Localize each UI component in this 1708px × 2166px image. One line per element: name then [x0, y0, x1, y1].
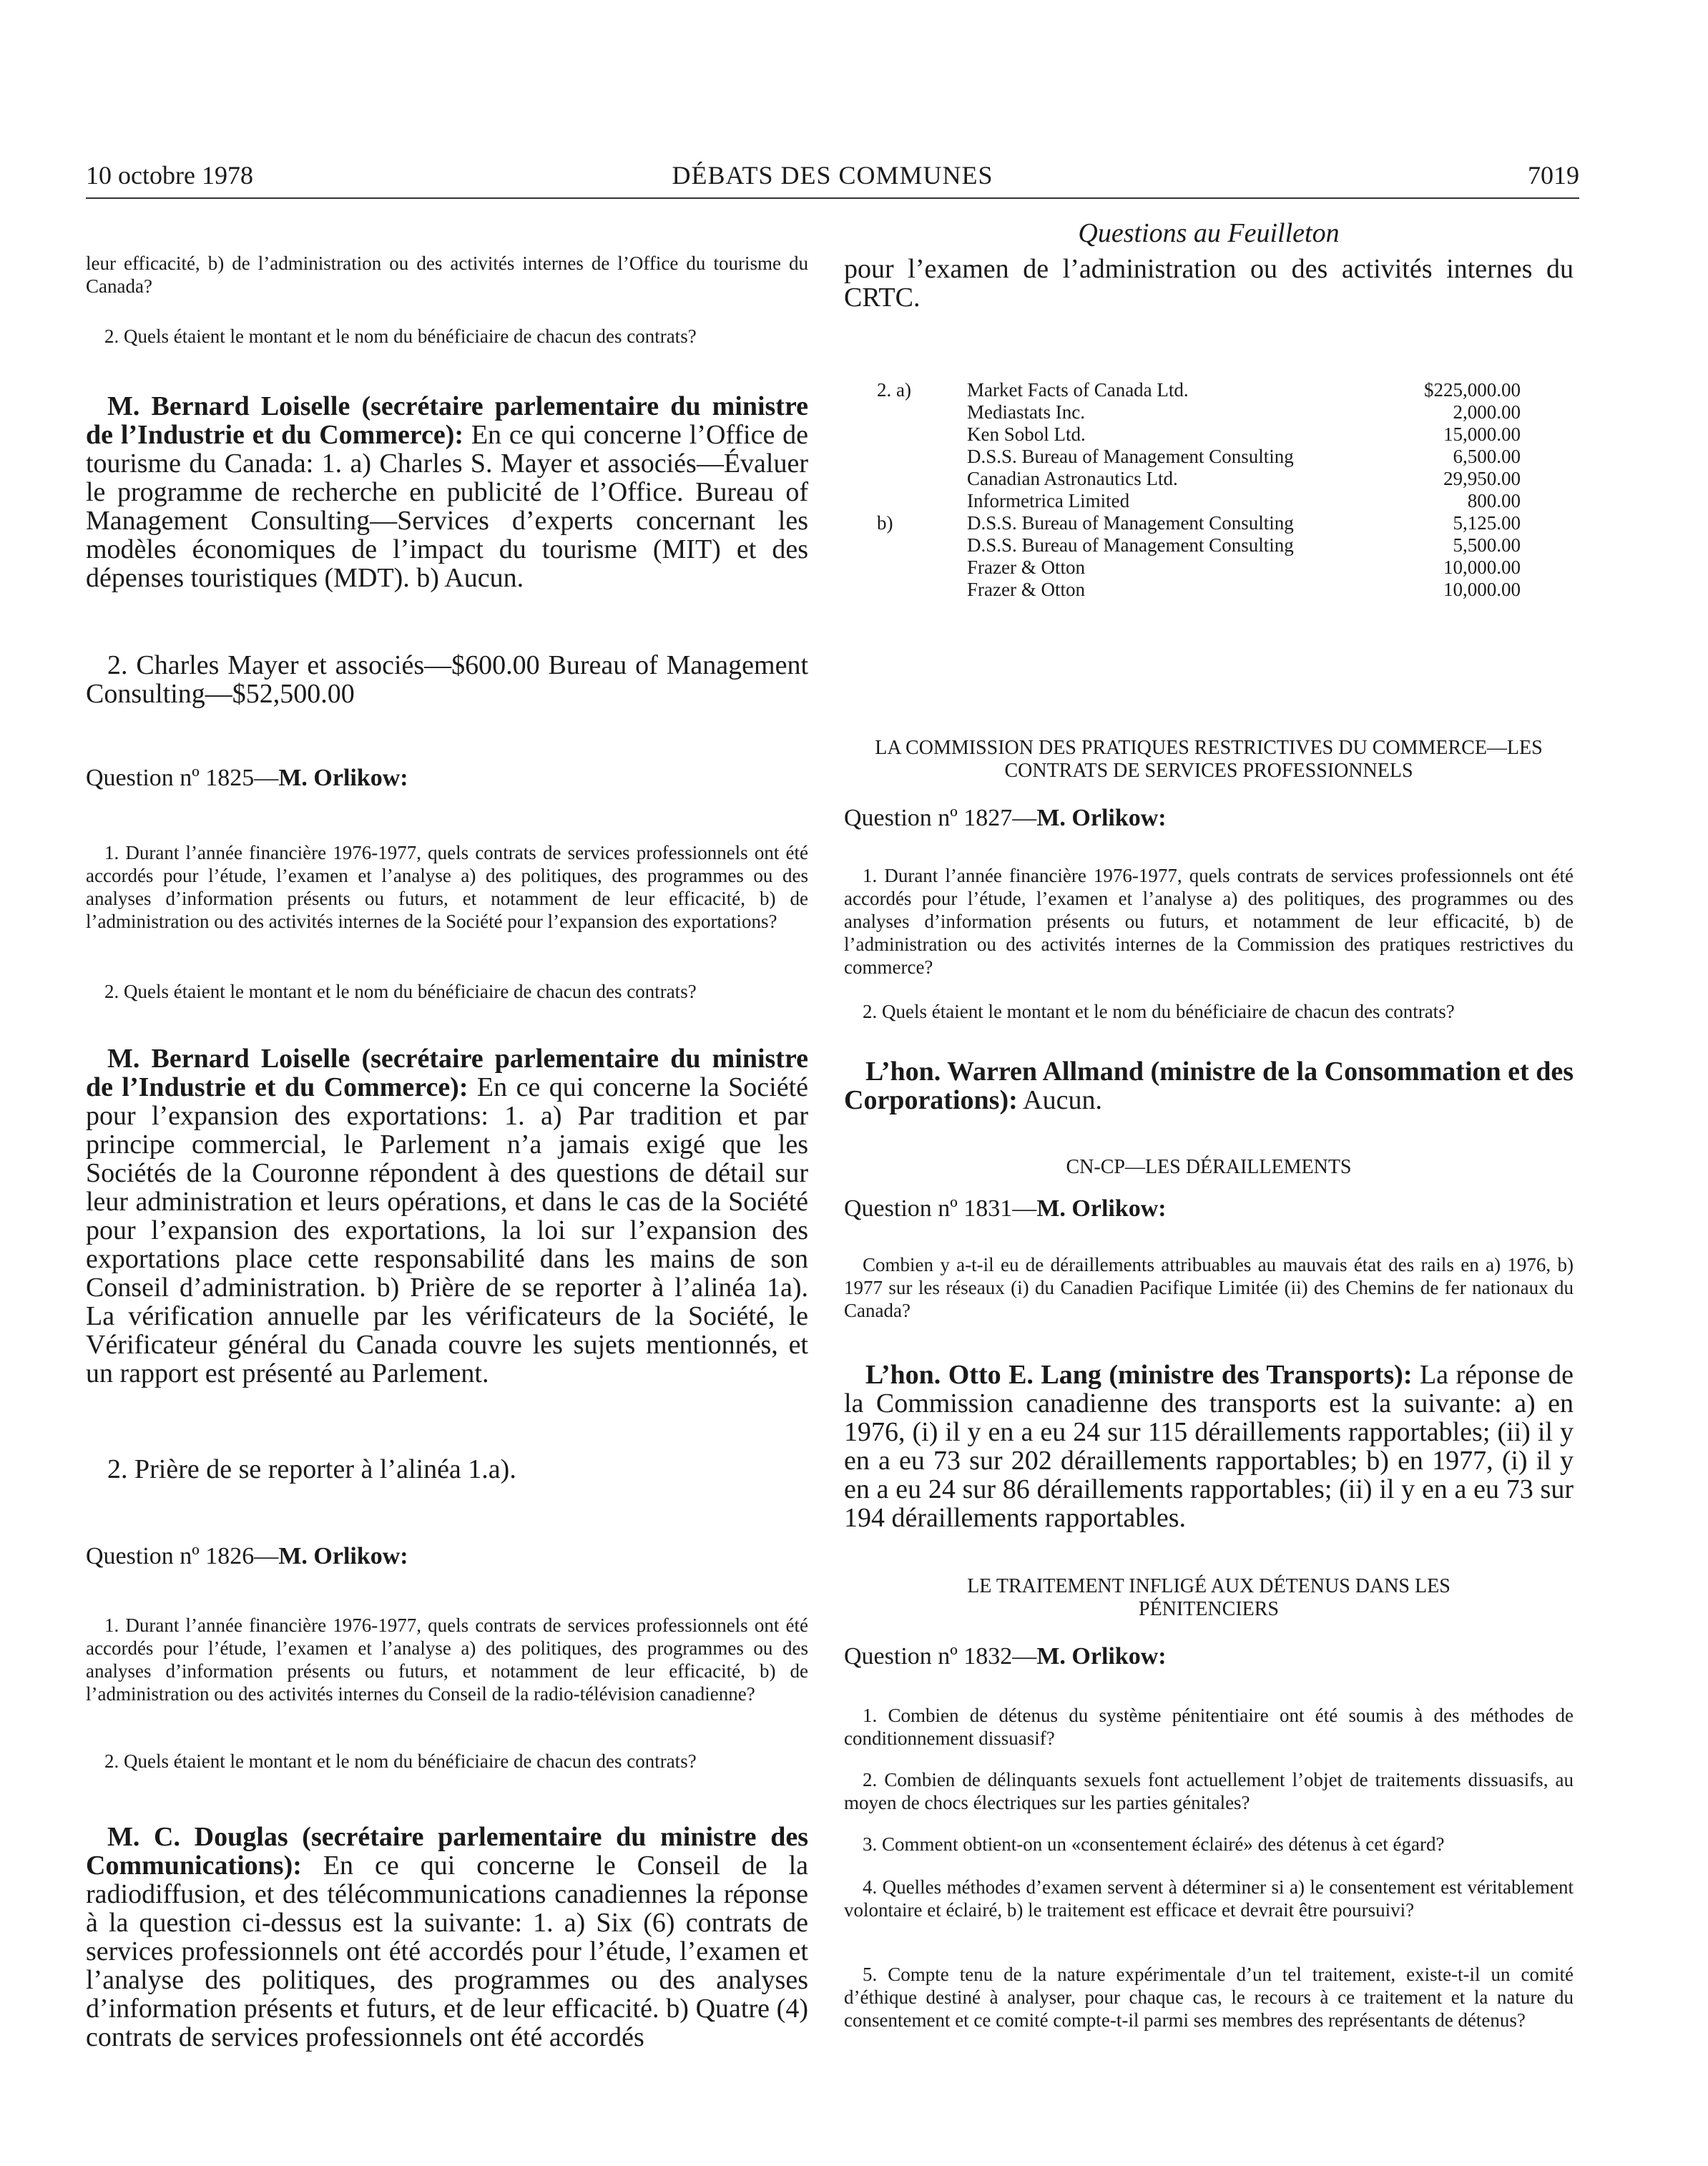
header-date: 10 octobre 1978 — [86, 161, 253, 190]
question-1825-heading — [86, 764, 808, 793]
question-1832-part-5: 5. Compte tenu de la nature expérimentale d’un tel traitement, existe-t-il un comité d’éthique destiné à analyser, pour chaque cas, le recours à ce traitement et la nature du consentement et ce comité compte-t-il parmi ses membres des représentants de détenus? — [844, 1964, 1574, 2031]
contract-amount: $225,000.00 — [1424, 379, 1521, 401]
contract-label — [877, 446, 920, 468]
contract-label — [877, 401, 920, 423]
contract-row — [877, 401, 1521, 423]
spacer — [920, 446, 967, 468]
contractor-name: D.S.S. Bureau of Management Consulting — [967, 512, 1294, 534]
question-part-2: 2. Quels étaient le montant et le nom du bénéficiaire de chacun des contrats? — [104, 325, 697, 347]
contract-row — [877, 557, 1521, 579]
contract-label — [877, 468, 920, 490]
member-name: M. Orlikow: — [1036, 1643, 1167, 1670]
question-1832-part-4: 4. Quelles méthodes d’examen servent à déterminer si a) le consentement est véritablement volontaire et éclairé, b) le traitement est efficace et devrait être poursuivi? — [844, 1876, 1574, 1921]
question-1832-part-1: 1. Combien de détenus du système pénitentiaire ont été soumis à des méthodes de conditionnement dissuasif? — [844, 1705, 1574, 1749]
answer-loiselle-1-part-2: 2. Charles Mayer et associés—$600.00 Bureau of Management Consulting—$52,500.00 — [86, 650, 808, 709]
contract-label — [877, 423, 920, 446]
question-label: Question nº 1827— — [844, 805, 1037, 831]
contractor-name: D.S.S. Bureau of Management Consulting — [967, 534, 1294, 556]
running-title: Questions au Feuilleton — [1078, 218, 1340, 248]
contract-amount: 29,950.00 — [1443, 468, 1521, 489]
contract-amount: 15,000.00 — [1443, 423, 1521, 445]
contract-amount: 5,500.00 — [1453, 534, 1521, 556]
speaker-name: M. Bernard Loiselle (secrétaire parlementaire du ministre de l’Industrie et du Commerce): — [86, 1044, 808, 1102]
contract-label — [877, 579, 920, 601]
contractor-name: Informetrica Limited — [967, 490, 1130, 511]
spacer — [920, 401, 967, 423]
spacer — [920, 423, 967, 446]
spacer — [920, 579, 967, 601]
question-1826-part-2: 2. Quels étaient le montant et le nom du bénéficiaire de chacun des contrats? — [104, 1750, 697, 1772]
question-1827-heading — [844, 804, 1574, 833]
question-1827-part-2: 2. Quels étaient le montant et le nom du bénéficiaire de chacun des contrats? — [863, 1001, 1455, 1022]
contract-row — [877, 512, 1521, 534]
spacer — [920, 379, 967, 401]
contractor-name: Canadian Astronautics Ltd. — [967, 468, 1178, 489]
contract-label: 2. a) — [877, 379, 911, 401]
publication-title: DÉBATS DES COMMUNES — [672, 161, 993, 190]
page-header — [86, 160, 1579, 199]
speaker-name: M. Bernard Loiselle (secrétaire parlementaire du ministre de l’Industrie et du Commerce): — [86, 391, 808, 450]
contract-row — [877, 379, 1521, 401]
question-label: Question nº 1826— — [86, 1543, 279, 1569]
question-continuation: leur efficacité, b) de l’administration ou des activités internes de l’Office du tourisme du Canada? — [86, 253, 808, 297]
contractor-name: Frazer & Otton — [967, 579, 1085, 600]
answer-text: La réponse de la Commission canadienne des transports est la suivante: a) en 1976, (i) il y en a eu 24 sur 115 déraillements rapportables; (ii) il y en a eu 73 sur 202 déraillements rapportables; b) en 1977, (i) il y en a eu 24 sur 86 déraillements rapportables; (ii) il y en a eu 73 sur 194 déraillements rapportables. — [844, 1360, 1574, 1533]
contracts-table — [877, 379, 1521, 601]
question-1827-part-1: 1. Durant l’année financière 1976-1977, quels contrats de services professionnels ont été accordés pour l’étude, l’examen et l’analyse a) des politiques, des programmes ou des analyses d’information présents ou futurs, et notamment de leur efficacité, b) de l’administration ou des activités internes de la Commission des pratiques restrictives du commerce? — [844, 865, 1574, 978]
contract-amount: 800.00 — [1467, 490, 1521, 511]
answer-loiselle-2-part-2: 2. Prière de se reporter à l’alinéa 1.a). — [107, 1454, 516, 1484]
contractor-name: Ken Sobol Ltd. — [967, 423, 1086, 445]
member-name: M. Orlikow: — [1036, 805, 1167, 831]
spacer — [920, 490, 967, 512]
question-label: Question nº 1831— — [844, 1195, 1037, 1222]
answer-douglas — [86, 1823, 808, 2052]
answer-text: En ce qui concerne l’Office de tourisme du Canada: 1. a) Charles S. Mayer et associés—Évaluer le programme de recherche en publicité de l’Office. Bureau of Management Consulting—Services d’experts concernant les modèles économiques de l’impact du tourisme (MIT) et des dépenses touristiques (MDT). b) Aucun. — [86, 420, 808, 593]
question-1825-part-2: 2. Quels étaient le montant et le nom du bénéficiaire de chacun des contrats? — [104, 981, 697, 1002]
question-1826-heading — [86, 1542, 808, 1571]
contract-amount: 6,500.00 — [1453, 446, 1521, 467]
contract-row — [877, 468, 1521, 490]
page-number: 7019 — [1528, 161, 1579, 190]
contract-label: b) — [877, 512, 893, 534]
question-1831-text: Combien y a-t-il eu de déraillements attribuables au mauvais état des rails en a) 1976, b) 1977 sur les réseaux (i) du Canadien Pacifique Limitée (ii) des Chemins de fer nationaux du Canada? — [844, 1254, 1574, 1321]
question-label: Question nº 1825— — [86, 765, 279, 791]
answer-text: Aucun. — [1017, 1085, 1102, 1115]
contractor-name: Market Facts of Canada Ltd. — [967, 379, 1189, 401]
question-1826-part-1: 1. Durant l’année financière 1976-1977, quels contrats de services professionnels ont été accordés pour l’étude, l’examen et l’analyse a) des politiques, des programmes ou des analyses d’information présents ou futurs, et notamment de leur efficacité, b) de l’administration ou des activités internes du Conseil de la radio-télévision canadienne? — [86, 1614, 808, 1705]
question-1832-part-2: 2. Combien de délinquants sexuels font actuellement l’objet de traitements dissuasifs, au moyen de chocs électriques sur les parties génitales? — [844, 1769, 1574, 1813]
speaker-name: L’hon. Warren Allmand (ministre de la Consommation et des Corporations): — [844, 1057, 1574, 1115]
question-1831-heading — [844, 1195, 1574, 1223]
member-name: M. Orlikow: — [278, 1543, 408, 1569]
contract-label — [877, 490, 920, 512]
contract-label — [877, 557, 920, 579]
contract-row — [877, 423, 1521, 446]
spacer — [920, 512, 967, 534]
contractor-name: D.S.S. Bureau of Management Consulting — [967, 446, 1294, 467]
question-1832-part-3: 3. Comment obtient-on un «consentement éclairé» des détenus à cet égard? — [863, 1833, 1445, 1855]
contract-row — [877, 490, 1521, 512]
contract-amount: 2,000.00 — [1453, 401, 1521, 423]
spacer — [920, 468, 967, 490]
speaker-name: L’hon. Otto E. Lang (ministre des Transports): — [865, 1360, 1413, 1390]
question-1832-heading — [844, 1642, 1574, 1671]
speaker-name: M. C. Douglas (secrétaire parlementaire du ministre des Communications): — [86, 1822, 808, 1881]
answer-lang — [844, 1361, 1574, 1532]
spacer — [920, 534, 967, 557]
section-heading-derailments: CN-CP—LES DÉRAILLEMENTS — [1066, 1156, 1352, 1178]
spacer — [920, 557, 967, 579]
contract-amount: 10,000.00 — [1443, 579, 1521, 600]
member-name: M. Orlikow: — [278, 765, 408, 791]
question-1825-part-1: 1. Durant l’année financière 1976-1977, quels contrats de services professionnels ont été accordés pour l’étude, l’examen et l’analyse a) des politiques, des programmes ou des analyses d’information présents ou futurs, et notamment de leur efficacité, b) de l’administration ou des activités internes de la Société pour l’expansion des exportations? — [86, 842, 808, 932]
contract-label — [877, 534, 920, 557]
answer-allmand — [844, 1057, 1574, 1114]
contractor-name: Mediastats Inc. — [967, 401, 1085, 423]
answer-text: En ce qui concerne le Conseil de la radiodiffusion, et des télécommunications canadiennes la réponse à la question ci-dessus est la suivante: 1. a) Six (6) contrats de services professionnels ont été accordés pour l’étude, l’examen et l’analyse des politiques, des programmes ou des analyses d’information présents et futurs, et de leur efficacité. b) Quatre (4) contrats de services professionnels ont été accordés — [86, 1851, 808, 2052]
question-label: Question nº 1832— — [844, 1643, 1037, 1670]
contract-row — [877, 579, 1521, 601]
contract-row — [877, 446, 1521, 468]
member-name: M. Orlikow: — [1036, 1195, 1167, 1222]
answer-douglas-continuation: pour l’examen de l’administration ou des activités internes du CRTC. — [844, 254, 1574, 313]
section-heading-restrictive-practices: LA COMMISSION DES PRATIQUES RESTRICTIVES DU COMMERCE—LES CONTRATS DE SERVICES PROFESSIONNELS — [875, 737, 1543, 782]
contract-amount: 5,125.00 — [1453, 512, 1521, 534]
answer-loiselle-1 — [86, 392, 808, 592]
answer-text: En ce qui concerne la Société pour l’expansion des exportations: 1. a) Par tradition et par principe commercial, le Parlement n’a jamais exigé que les Sociétés de la Couronne répondent à des questions de détail sur leur administration et leurs opérations, et dans le cas de la Société pour l’expansion des exportations, la loi sur l’expansion des exportations place cette responsabilité dans les mains de son Conseil d’administration. b) Prière de se reporter à l’alinéa 1a). La vérification annuelle par les vérificateurs de la Société, le Vérificateur général du Canada couvre les sujets mentionnés, et un rapport est présenté au Parlement. — [86, 1072, 808, 1388]
section-heading-detainees: LE TRAITEMENT INFLIGÉ AUX DÉTENUS DANS LES PÉNITENCIERS — [967, 1575, 1451, 1620]
answer-loiselle-2 — [86, 1044, 808, 1388]
contract-row — [877, 534, 1521, 557]
contractor-name: Frazer & Otton — [967, 557, 1085, 578]
contract-amount: 10,000.00 — [1443, 557, 1521, 578]
